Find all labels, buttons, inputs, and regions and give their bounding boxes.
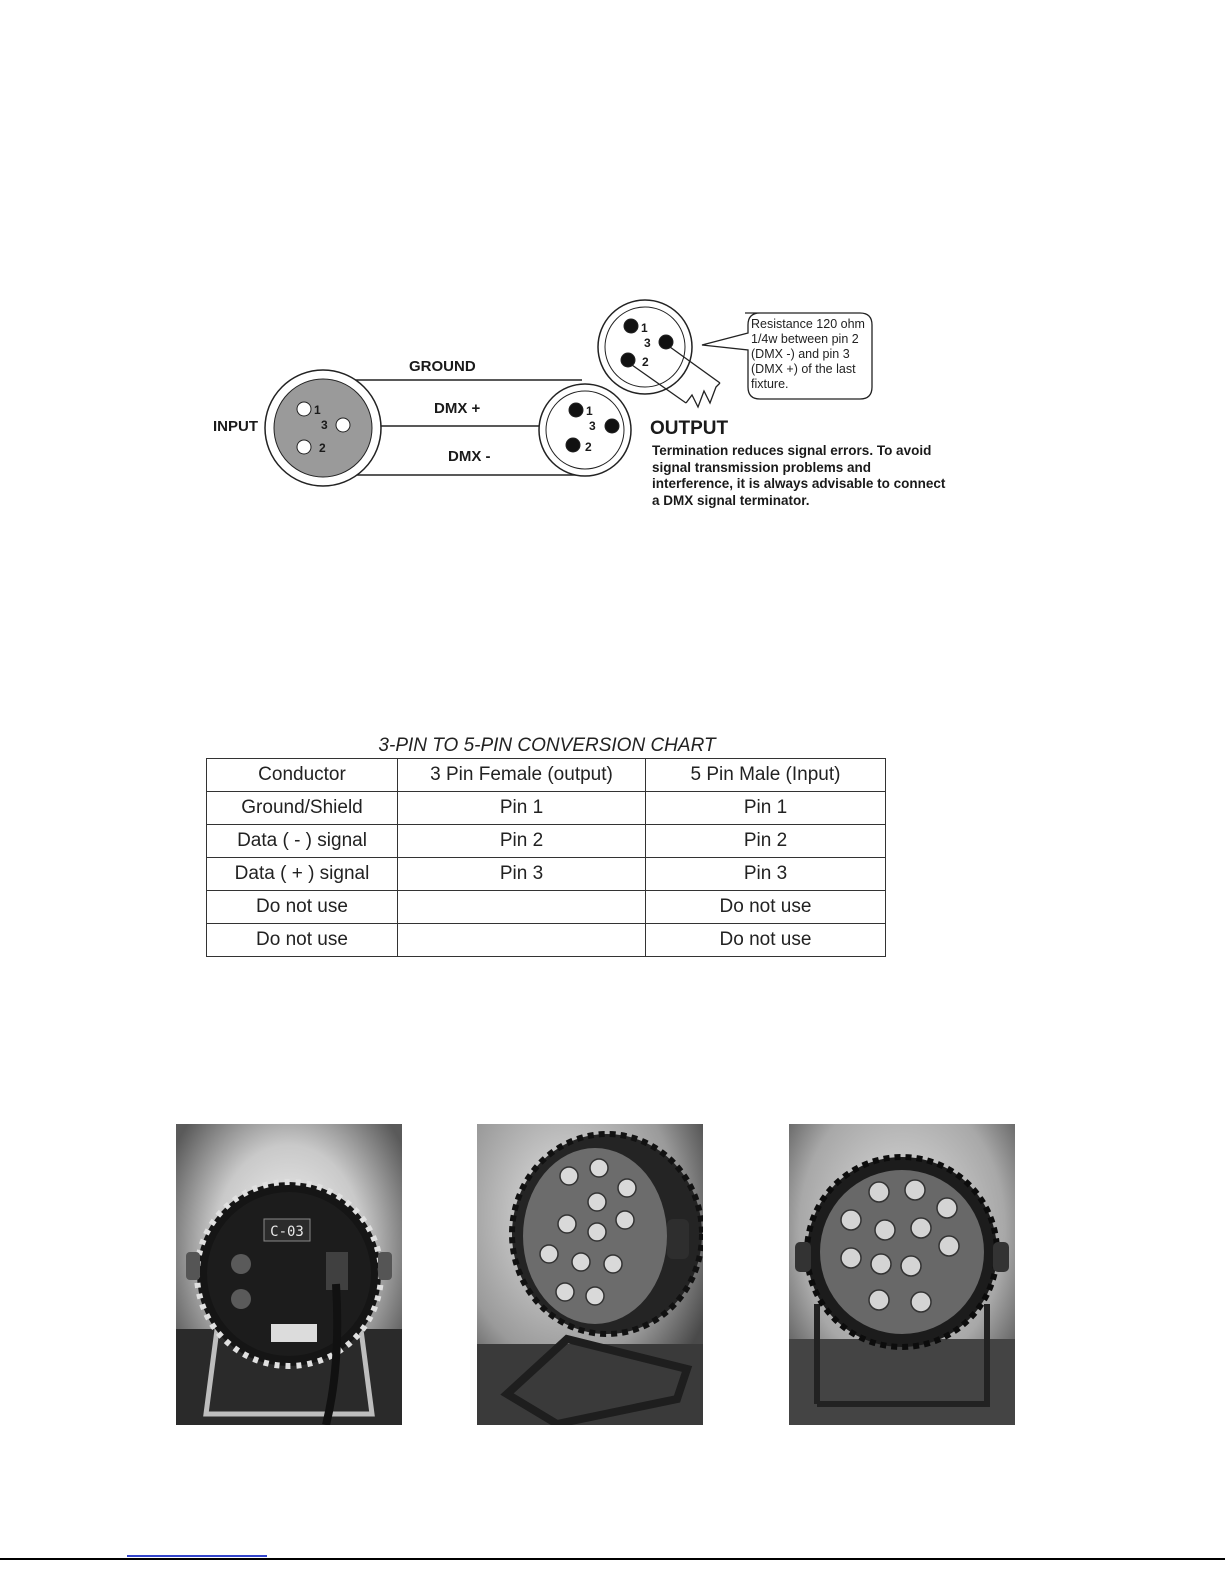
- table-row: [207, 924, 886, 957]
- table-cell: Data ( - ) signal: [207, 825, 398, 858]
- table-row: [207, 792, 886, 825]
- header-3pin: 3 Pin Female (output): [398, 759, 646, 792]
- output-label: OUTPUT: [650, 418, 729, 439]
- footer-rule: [0, 1558, 1225, 1560]
- input-label: INPUT: [213, 418, 258, 435]
- terminator-pin-2: 2: [642, 355, 649, 369]
- conversion-table: [206, 758, 886, 957]
- footer-link-underline[interactable]: [127, 1555, 267, 1557]
- table-cell: Pin 1: [646, 792, 886, 825]
- dmx-plus-label: DMX +: [434, 400, 481, 417]
- dmx-minus-label: DMX -: [448, 448, 491, 465]
- table-cell: Do not use: [646, 891, 886, 924]
- table-cell: Pin 2: [398, 825, 646, 858]
- header-conductor: Conductor: [207, 759, 398, 792]
- terminator-pin-3: 3: [644, 336, 651, 350]
- header-5pin: 5 Pin Male (Input): [646, 759, 886, 792]
- table-header-row: [207, 759, 886, 792]
- conversion-chart-title: 3-PIN TO 5-PIN CONVERSION CHART: [378, 735, 716, 756]
- resistance-callout: Resistance 120 ohm 1/4w between pin 2 (DMX -) and pin 3 (DMX +) of the last fixture.: [751, 317, 865, 391]
- table-cell: Pin 3: [398, 858, 646, 891]
- table-cell: Ground/Shield: [207, 792, 398, 825]
- table-cell: Do not use: [646, 924, 886, 957]
- table-row: [207, 858, 886, 891]
- output-pin-2: 2: [585, 440, 592, 454]
- input-pin-1: 1: [314, 403, 321, 417]
- dmx-wiring-diagram: [200, 295, 960, 545]
- table-cell: Pin 1: [398, 792, 646, 825]
- table-cell: Data ( + ) signal: [207, 858, 398, 891]
- table-row: [207, 891, 886, 924]
- fixture-display-readout: C-03: [270, 1224, 304, 1240]
- fixture-back-photo: [176, 1124, 402, 1425]
- ground-label: GROUND: [409, 358, 476, 375]
- terminator-pin-1: 1: [641, 321, 648, 335]
- table-cell: [398, 891, 646, 924]
- fixture-front-photo: [789, 1124, 1015, 1425]
- output-pin-3: 3: [589, 419, 596, 433]
- termination-note: Termination reduces signal errors. To avoid signal transmission problems and interference, it is always advisable to connect a DMX signal terminator.: [652, 443, 946, 508]
- table-row: [207, 825, 886, 858]
- table-cell: [398, 924, 646, 957]
- input-pin-3: 3: [321, 418, 328, 432]
- table-cell: Pin 2: [646, 825, 886, 858]
- output-pin-1: 1: [586, 404, 593, 418]
- table-cell: Pin 3: [646, 858, 886, 891]
- fixture-angle-photo: [477, 1124, 703, 1425]
- table-cell: Do not use: [207, 891, 398, 924]
- input-pin-2: 2: [319, 441, 326, 455]
- table-cell: Do not use: [207, 924, 398, 957]
